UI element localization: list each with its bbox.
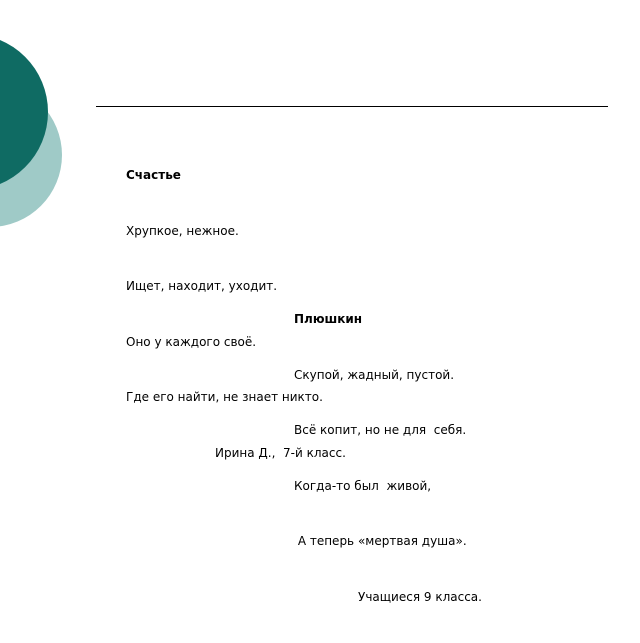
poem-line: Ищет, находит, уходит. bbox=[126, 279, 278, 293]
poem-plyushkin bbox=[294, 273, 482, 643]
poem-title: Плюшкин bbox=[294, 312, 363, 326]
poem-line: Где его найти, не знает никто. bbox=[126, 390, 323, 404]
poem-author: Учащиеся 9 класса. bbox=[358, 589, 482, 604]
horizontal-rule bbox=[96, 106, 608, 107]
poem-author: Ирина Д., 7-й класс. bbox=[215, 445, 346, 460]
poem-line: А теперь «мертвая душа». bbox=[294, 534, 467, 548]
decorative-circles bbox=[0, 0, 80, 260]
poem-line: Всё копит, но не для себя. bbox=[294, 423, 467, 437]
poem-title: Счастье bbox=[126, 168, 181, 182]
poem-line: Оно у каждого своё. bbox=[126, 334, 257, 349]
poem-line: Когда-то был живой, bbox=[294, 478, 432, 493]
poem-line: Скупой, жадный, пустой. bbox=[294, 367, 455, 382]
poem-line: Хрупкое, нежное. bbox=[126, 223, 239, 238]
